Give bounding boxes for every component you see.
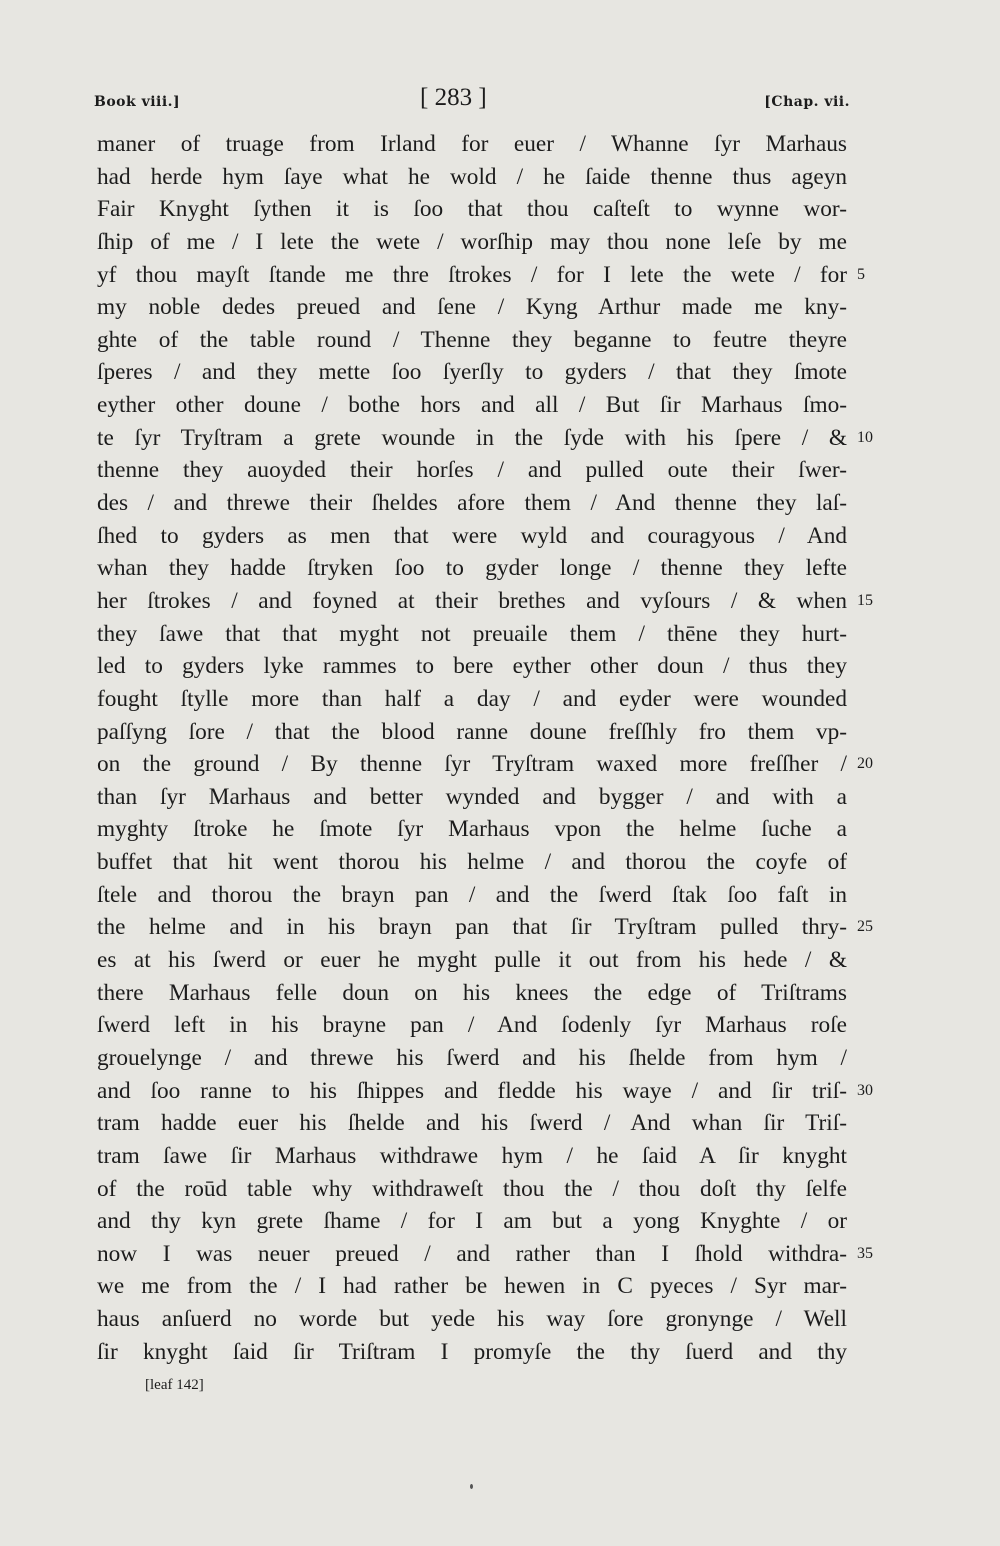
text-line — [97, 1009, 847, 1042]
line-text: ghte of the table round / Thenne they beganne to feutre theyre — [97, 326, 847, 353]
line-text: the helme and in his brayn pan that ſir Tryſtram pulled thry- — [97, 914, 847, 941]
line-text: ſhip of me / I lete the wete / worſhip may thou none leſe by me — [97, 228, 847, 255]
text-line — [97, 1173, 847, 1206]
line-text: and thy kyn grete ſhame / for I am but a yong Knyghte / or — [97, 1208, 847, 1235]
text-line — [97, 1042, 847, 1075]
line-text: buffet that hit went thorou his helme / and thorou the coyfe of — [97, 849, 847, 876]
text-line — [97, 259, 865, 292]
text-line — [97, 161, 847, 194]
text-line — [97, 716, 847, 749]
line-text: te ſyr Tryſtram a grete wounde in the ſyde with his ſpere / & — [97, 424, 847, 451]
line-text: ſtele and thorou the brayn pan / and the ſwerd ſtak ſoo faſt in — [97, 881, 847, 908]
text-line — [97, 291, 847, 324]
line-text: Fair Knyght ſythen it is ſoo that thou caſteſt to wynne wor- — [97, 196, 847, 223]
text-line — [97, 748, 873, 781]
text-line — [97, 487, 847, 520]
text-line — [97, 1238, 873, 1271]
text-line — [97, 1075, 873, 1108]
leaf-note: [leaf 142] — [145, 1377, 204, 1393]
text-line — [97, 520, 847, 553]
text-line — [97, 1336, 847, 1369]
line-text: yf thou mayſt ſtande me thre ſtrokes / for I lete the wete / for — [97, 261, 847, 288]
page-number: [ 283 ] — [420, 84, 487, 111]
line-text: they ſawe that that myght not preuaile them / thēne they hurt- — [97, 620, 847, 647]
line-number: 30 — [857, 1081, 873, 1099]
line-number: 10 — [857, 428, 873, 446]
text-line — [97, 1303, 847, 1336]
line-number: 20 — [857, 755, 873, 773]
text-line — [97, 1205, 847, 1238]
line-text: eyther other doune / bothe hors and all / But ſir Marhaus ſmo- — [97, 392, 847, 419]
line-text: had herde hym ſaye what he wold / he ſaide thenne thus ageyn — [97, 163, 847, 190]
line-text: whan they hadde ſtryken ſoo to gyder longe / thenne they lefte — [97, 555, 847, 582]
line-text: her ſtrokes / and foyned at their brethes and vyſours / & when — [97, 587, 847, 614]
line-text: led to gyders lyke rammes to bere eyther other doun / thus they — [97, 653, 847, 680]
line-text: ſhed to gyders as men that were wyld and couragyous / And — [97, 522, 847, 549]
line-number: 15 — [857, 591, 873, 609]
line-text: thenne they auoyded their horſes / and pulled oute their ſwer- — [97, 457, 847, 484]
line-text: there Marhaus felle doun on his knees the edge of Triſtrams — [97, 979, 847, 1006]
chapter-label: [Chap. vii. — [764, 94, 850, 110]
text-line — [97, 911, 873, 944]
line-number: 35 — [857, 1244, 873, 1262]
body-text — [97, 128, 873, 1368]
line-text: ſir knyght ſaid ſir Triſtram I promyſe the thy ſuerd and thy — [97, 1338, 847, 1365]
line-text: fought ſtylle more than half a day / and eyder were wounded — [97, 685, 847, 712]
text-line — [97, 324, 847, 357]
text-line — [97, 977, 847, 1010]
text-line — [97, 683, 847, 716]
line-number: 25 — [857, 918, 873, 936]
text-line — [97, 781, 847, 814]
book-label: Book viii.] — [94, 94, 181, 110]
line-text: on the ground / By thenne ſyr Tryſtram waxed more freſſher / — [97, 751, 847, 778]
line-text: grouelynge / and threwe his ſwerd and his ſhelde from hym / — [97, 1044, 847, 1071]
text-line — [97, 1140, 847, 1173]
text-line — [97, 618, 847, 651]
text-line — [97, 454, 847, 487]
line-text: des / and threwe their ſheldes afore them / And thenne they laſ- — [97, 490, 847, 517]
text-line — [97, 585, 873, 618]
text-line — [97, 813, 847, 846]
running-header — [94, 84, 850, 116]
line-text: tram ſawe ſir Marhaus withdrawe hym / he ſaid A ſir knyght — [97, 1142, 847, 1169]
line-text: paſſyng ſore / that the blood ranne doune freſſhly fro them vp- — [97, 718, 847, 745]
text-line — [97, 552, 847, 585]
text-line — [97, 1107, 847, 1140]
text-line — [97, 422, 873, 455]
line-text: myghty ſtroke he ſmote ſyr Marhaus vpon the helme ſuche a — [97, 816, 847, 843]
paper-speck — [470, 1484, 473, 1489]
text-line — [97, 846, 847, 879]
line-text: ſperes / and they mette ſoo ſyerſly to gyders / that they ſmote — [97, 359, 847, 386]
line-text: maner of truage from Irland for euer / Whanne ſyr Marhaus — [97, 131, 847, 157]
text-line — [97, 356, 847, 389]
text-line — [97, 1270, 847, 1303]
text-line — [97, 128, 847, 161]
text-line — [97, 879, 847, 912]
line-text: es at his ſwerd or euer he myght pulle it out from his hede / & — [97, 947, 847, 974]
text-line — [97, 226, 847, 259]
line-text: and ſoo ranne to his ſhippes and fledde his waye / and ſir triſ- — [97, 1077, 847, 1104]
line-text: we me from the / I had rather be hewen in C pyeces / Syr mar- — [97, 1273, 847, 1300]
text-line — [97, 650, 847, 683]
line-text: my noble dedes preued and ſene / Kyng Arthur made me kny- — [97, 294, 847, 321]
text-line — [97, 193, 847, 226]
text-line — [97, 944, 847, 977]
line-text: haus anſuerd no worde but yede his way ſore gronynge / Well — [97, 1306, 847, 1333]
line-number: 5 — [857, 265, 865, 283]
line-text: than ſyr Marhaus and better wynded and bygger / and with a — [97, 783, 847, 810]
text-line — [97, 389, 847, 422]
line-text: tram hadde euer his ſhelde and his ſwerd / And whan ſir Triſ- — [97, 1110, 847, 1137]
line-text: of the roūd table why withdraweſt thou the / thou doſt thy ſelfe — [97, 1175, 847, 1202]
line-text: now I was neuer preued / and rather than I ſhold withdra- — [97, 1240, 847, 1267]
line-text: ſwerd left in his brayne pan / And ſodenly ſyr Marhaus roſe — [97, 1012, 847, 1039]
